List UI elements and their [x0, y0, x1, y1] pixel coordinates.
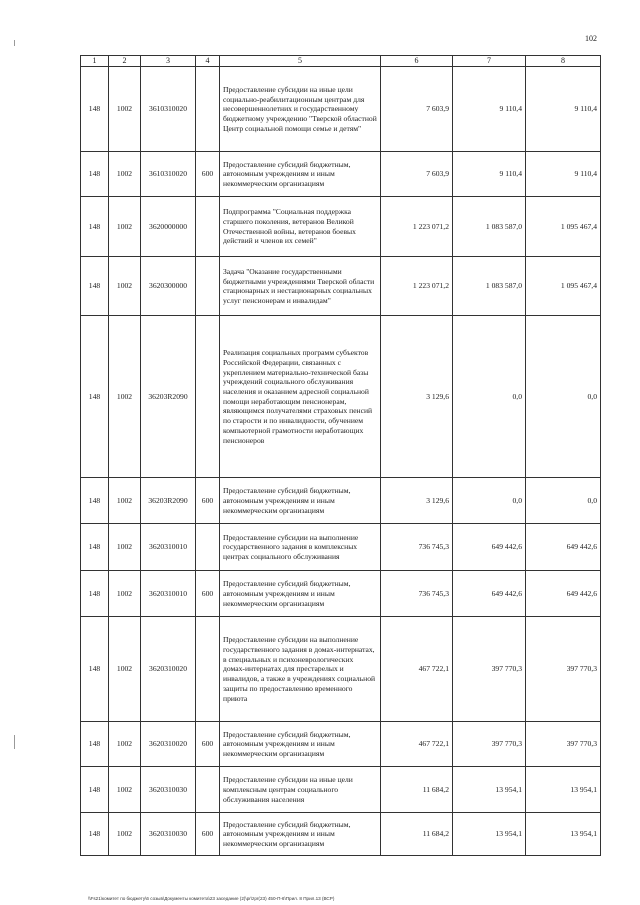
column-header: 5 — [220, 56, 381, 67]
cell-target-article: 3620300000 — [141, 257, 196, 316]
cell-description: Реализация социальных программ субъектов Российской Федерации, связанных с укреплением материально-технической базы учреждений социального обслуживания населения и оказанием адресной социальной помощи неработающим пенсионерам, являющимся получателями страховых пенсий по старости и по инвалидности, обучением компьютерной грамотности неработающих пенсионеров — [220, 316, 381, 478]
cell-section: 1002 — [109, 722, 141, 767]
cell-description: Предоставление субсидии на выполнение государственного задания в комплексных центрах социального обслуживания — [220, 524, 381, 571]
cell-target-article: 3610310020 — [141, 67, 196, 152]
column-number-header — [81, 56, 601, 67]
cell-amount-col8: 9 110,4 — [526, 152, 601, 197]
cell-section: 1002 — [109, 257, 141, 316]
column-header: 3 — [141, 56, 196, 67]
cell-amount-col7: 9 110,4 — [453, 67, 526, 152]
table-row — [81, 524, 601, 571]
cell-description: Предоставление субсидии на иные цели комплексным центрам социального обслуживания населения — [220, 767, 381, 813]
cell-target-article: 3620310020 — [141, 617, 196, 722]
cell-expense-type — [196, 257, 220, 316]
cell-description: Предоставление субсидий бюджетным, автономным учреждениям и иным некоммерческим организациям — [220, 478, 381, 524]
cell-ministry: 148 — [81, 722, 109, 767]
cell-amount-col7: 649 442,6 — [453, 524, 526, 571]
cell-amount-col6: 7 603,9 — [381, 152, 453, 197]
cell-amount-col7: 9 110,4 — [453, 152, 526, 197]
cell-target-article: 3620000000 — [141, 197, 196, 257]
cell-ministry: 148 — [81, 767, 109, 813]
table-row — [81, 197, 601, 257]
cell-target-article: 3620310030 — [141, 767, 196, 813]
cell-description: Предоставление субсидий бюджетным, автономным учреждениям и иным некоммерческим организациям — [220, 813, 381, 856]
table-row — [81, 617, 601, 722]
cell-description: Предоставление субсидий бюджетным, автономным учреждениям и иным некоммерческим организациям — [220, 571, 381, 617]
cell-section: 1002 — [109, 478, 141, 524]
cell-target-article: 3610310020 — [141, 152, 196, 197]
column-header: 4 — [196, 56, 220, 67]
cell-amount-col8: 13 954,1 — [526, 767, 601, 813]
cell-amount-col7: 1 083 587,0 — [453, 257, 526, 316]
table-row — [81, 152, 601, 197]
cell-amount-col7: 0,0 — [453, 316, 526, 478]
cell-amount-col7: 0,0 — [453, 478, 526, 524]
cell-amount-col8: 0,0 — [526, 316, 601, 478]
cell-amount-col8: 1 095 467,4 — [526, 257, 601, 316]
cell-amount-col6: 467 722,1 — [381, 722, 453, 767]
cell-description: Задача "Оказание государственными бюджетными учреждениями Тверской области стационарных и нестационарных социальных услуг пенсионерам и инвалидам" — [220, 257, 381, 316]
cell-description: Подпрограмма "Социальная поддержка старшего поколения, ветеранов Великой Отечественной войны, ветеранов боевых действий и членов их семей" — [220, 197, 381, 257]
cell-amount-col8: 649 442,6 — [526, 524, 601, 571]
cell-ministry: 148 — [81, 257, 109, 316]
cell-section: 1002 — [109, 524, 141, 571]
cell-amount-col8: 0,0 — [526, 478, 601, 524]
column-header: 8 — [526, 56, 601, 67]
cell-ministry: 148 — [81, 813, 109, 856]
cell-amount-col6: 1 223 071,2 — [381, 197, 453, 257]
cell-expense-type — [196, 197, 220, 257]
budget-table — [80, 55, 601, 856]
cell-target-article: 3620310030 — [141, 813, 196, 856]
column-header: 6 — [381, 56, 453, 67]
cell-amount-col7: 13 954,1 — [453, 813, 526, 856]
column-header: 2 — [109, 56, 141, 67]
table-row — [81, 478, 601, 524]
cell-expense-type: 600 — [196, 478, 220, 524]
table-row — [81, 813, 601, 856]
cell-section: 1002 — [109, 152, 141, 197]
cell-description: Предоставление субсидий бюджетным, автономным учреждениям и иным некоммерческим организациям — [220, 152, 381, 197]
table-row — [81, 316, 601, 478]
cell-amount-col6: 7 603,9 — [381, 67, 453, 152]
cell-amount-col8: 397 770,3 — [526, 617, 601, 722]
cell-expense-type: 600 — [196, 152, 220, 197]
cell-target-article: 3620310020 — [141, 722, 196, 767]
cell-expense-type: 600 — [196, 813, 220, 856]
cell-section: 1002 — [109, 571, 141, 617]
cell-expense-type — [196, 67, 220, 152]
cell-target-article: 36203R2090 — [141, 478, 196, 524]
cell-amount-col6: 3 129,6 — [381, 316, 453, 478]
column-header: 7 — [453, 56, 526, 67]
margin-mark — [14, 40, 15, 46]
cell-amount-col6: 1 223 071,2 — [381, 257, 453, 316]
cell-description: Предоставление субсидии на выполнение государственного задания в домах-интернатах, в специальных и психоневрологических домах-интернатах для престарелых и инвалидов, а также в учреждениях социальной защиты по предоставлению временного приюта — [220, 617, 381, 722]
table-row — [81, 257, 601, 316]
cell-target-article: 3620310010 — [141, 571, 196, 617]
cell-section: 1002 — [109, 767, 141, 813]
cell-amount-col7: 13 954,1 — [453, 767, 526, 813]
table-row — [81, 722, 601, 767]
cell-target-article: 3620310010 — [141, 524, 196, 571]
cell-ministry: 148 — [81, 571, 109, 617]
cell-amount-col6: 736 745,3 — [381, 571, 453, 617]
cell-target-article: 36203R2090 — [141, 316, 196, 478]
cell-amount-col6: 11 684,2 — [381, 767, 453, 813]
column-header: 1 — [81, 56, 109, 67]
cell-ministry: 148 — [81, 617, 109, 722]
cell-amount-col7: 1 083 587,0 — [453, 197, 526, 257]
cell-description: Предоставление субсидии на иные цели социально-реабилитационным центрам для несовершеннолетних и государственному бюджетному учреждению "Тверской областной Центр социальной помощи семье и детям" — [220, 67, 381, 152]
cell-ministry: 148 — [81, 152, 109, 197]
cell-ministry: 148 — [81, 478, 109, 524]
cell-ministry: 148 — [81, 316, 109, 478]
cell-section: 1002 — [109, 316, 141, 478]
cell-ministry: 148 — [81, 67, 109, 152]
cell-expense-type — [196, 524, 220, 571]
cell-amount-col6: 736 745,3 — [381, 524, 453, 571]
cell-amount-col8: 9 110,4 — [526, 67, 601, 152]
cell-section: 1002 — [109, 197, 141, 257]
cell-amount-col8: 1 095 467,4 — [526, 197, 601, 257]
cell-amount-col6: 3 129,6 — [381, 478, 453, 524]
table-row — [81, 571, 601, 617]
cell-amount-col7: 397 770,3 — [453, 617, 526, 722]
cell-expense-type — [196, 617, 220, 722]
cell-section: 1002 — [109, 813, 141, 856]
cell-section: 1002 — [109, 617, 141, 722]
table-row — [81, 767, 601, 813]
cell-description: Предоставление субсидий бюджетным, автономным учреждениям и иным некоммерческим организациям — [220, 722, 381, 767]
cell-ministry: 148 — [81, 524, 109, 571]
margin-mark — [14, 735, 15, 749]
cell-amount-col8: 13 954,1 — [526, 813, 601, 856]
cell-amount-col7: 397 770,3 — [453, 722, 526, 767]
page-number: 102 — [585, 34, 597, 43]
cell-expense-type: 600 — [196, 571, 220, 617]
cell-expense-type — [196, 316, 220, 478]
cell-amount-col7: 649 442,6 — [453, 571, 526, 617]
cell-expense-type: 600 — [196, 722, 220, 767]
cell-ministry: 148 — [81, 197, 109, 257]
table-row — [81, 67, 601, 152]
cell-amount-col8: 649 442,6 — [526, 571, 601, 617]
cell-amount-col6: 11 684,2 — [381, 813, 453, 856]
cell-amount-col6: 467 722,1 — [381, 617, 453, 722]
cell-amount-col8: 397 770,3 — [526, 722, 601, 767]
cell-expense-type — [196, 767, 220, 813]
cell-section: 1002 — [109, 67, 141, 152]
footer-file-path: \\Fs21\комитет по бюджету\6 созыв\Документы комитета\23 заседание (2)\pr\zpr(23) 450-П-6\Прил. 8 Прил.13 (ВСР) — [88, 896, 335, 901]
